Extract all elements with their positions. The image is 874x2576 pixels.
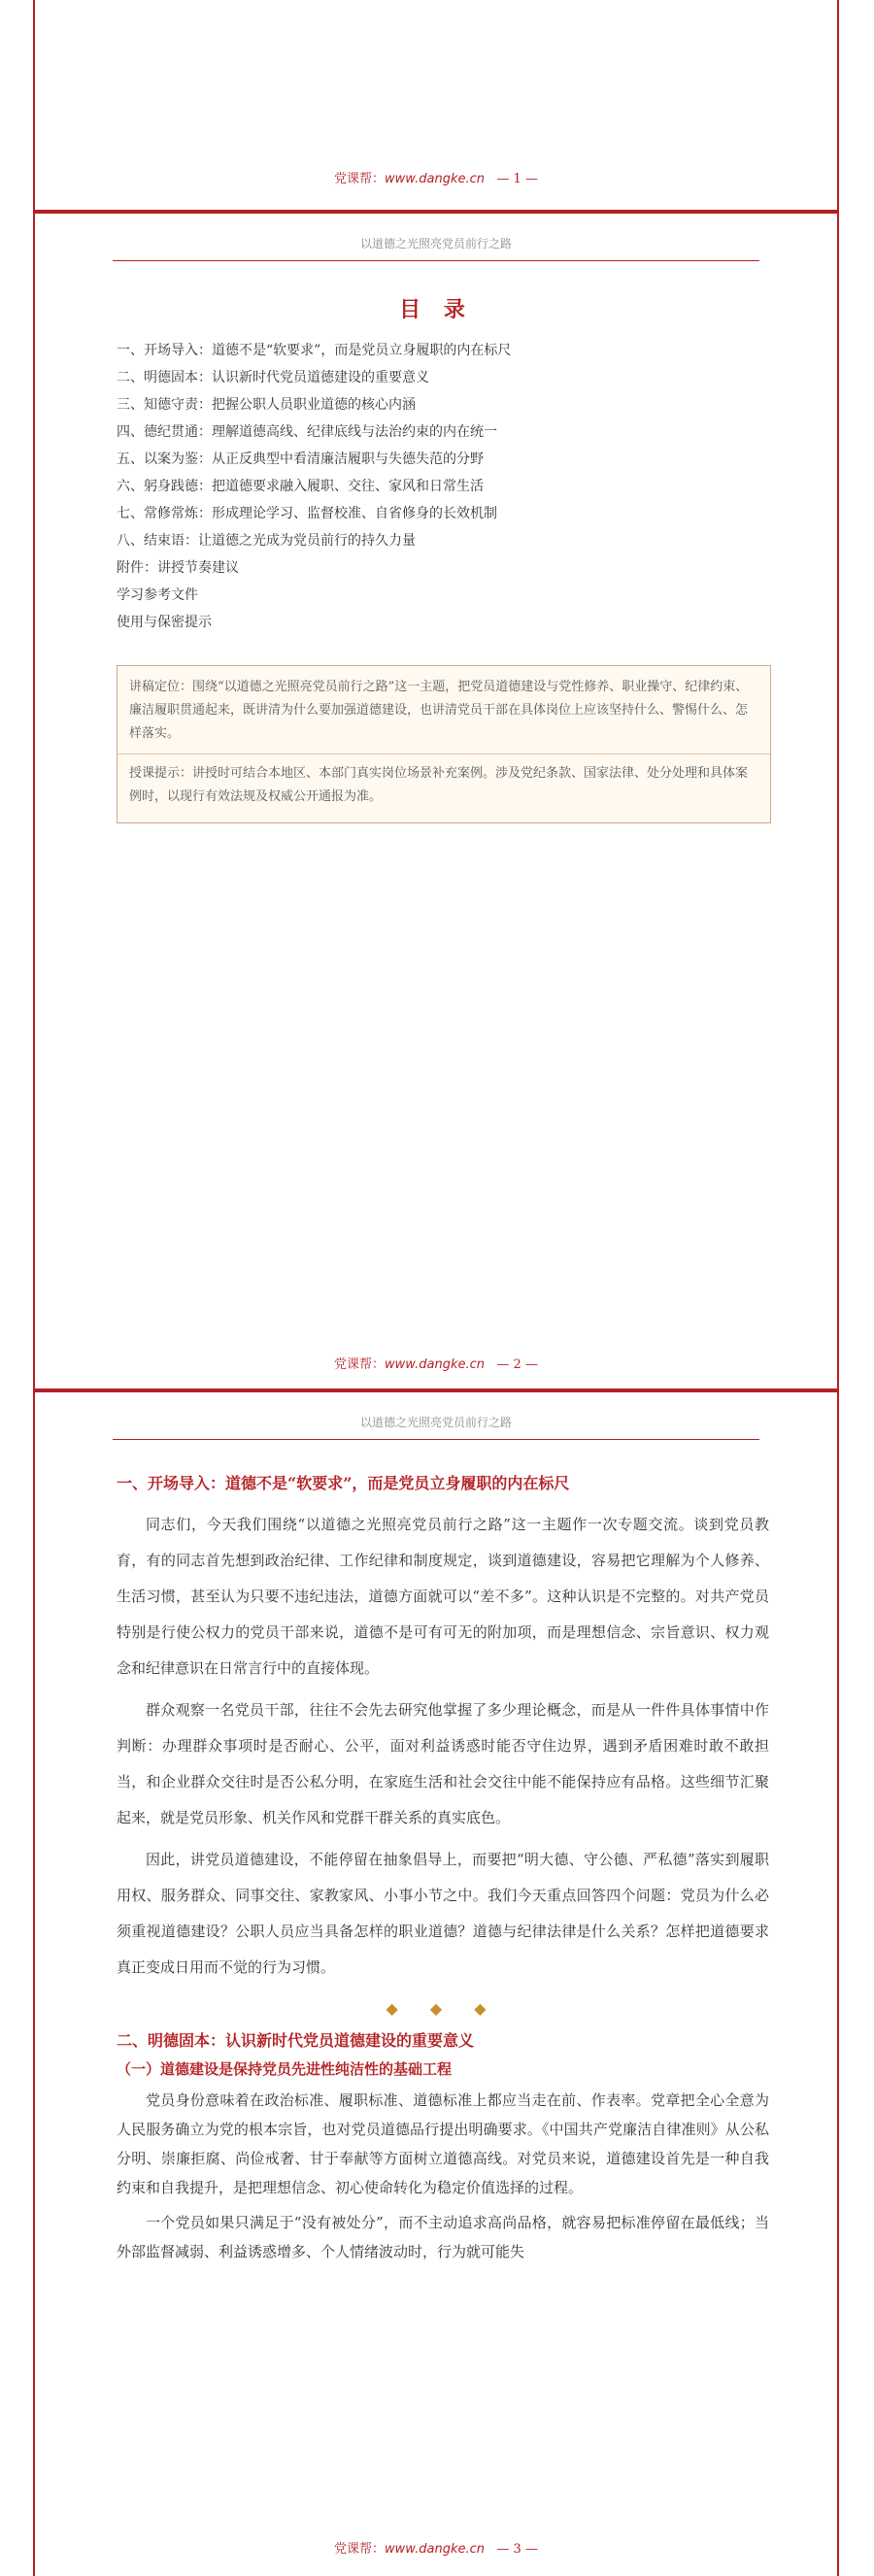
toc-item[interactable]: 三、知德守责：把握公职人员职业道德的核心内涵 — [117, 397, 416, 413]
footer-prefix: 党课帮： — [334, 1357, 386, 1372]
section-heading: 二、明德固本：认识新时代党员道德建设的重要意义 — [117, 2031, 475, 2050]
toc-item[interactable]: 六、躬身践德：把道德要求融入履职、交往、家风和日常生活 — [117, 479, 484, 494]
teaching-tip-note: 授课提示：讲授时可结合本地区、本部门真实岗位场景补充案例。涉及党纪条款、国家法律、处分处理和具体案例时，以现行有效法规及权威公开通报为准。 — [129, 766, 749, 804]
body-paragraph: 党员身份意味着在政治标准、履职标准、道德标准上都应当走在前、作表率。党章把全心全意为人民服务确立为党的根本宗旨，也对党员道德品行提出明确要求。《中国共产党廉洁自律准则》从公私分明、崇廉拒腐、尚俭戒奢、甘于奉献等方面树立道德高线。对党员来说，道德建设首先是一种自我约束和自我提升，是把理想信念、初心使命转化为稳定价值选择的过程。 — [117, 2091, 769, 2196]
toc-item[interactable]: 学习参考文件 — [117, 587, 198, 603]
toc-item[interactable]: 二、明德固本：认识新时代党员道德建设的重要意义 — [117, 370, 429, 385]
subsection-heading: （一）道德建设是保持党员先进性纯洁性的基础工程 — [117, 2060, 453, 2078]
running-header: 以道德之光照亮党员前行之路 — [113, 235, 759, 261]
page-number: — 2 — — [496, 1357, 538, 1372]
page-footer — [35, 2538, 837, 2557]
page-number: — 1 — — [496, 172, 538, 186]
toc-title: 目 录 — [399, 297, 473, 322]
body-paragraph: 群众观察一名党员干部，往往不会先去研究他掌握了多少理论概念，而是从一件件具体事情中作判断：办理群众事项时是否耐心、公平，面对利益诱惑时能否守住边界，遇到矛盾困难时敢不敢担当，和企业群众交往时是否公私分明，在家庭生活和社会交往中能不能保持应有品格。这些细节汇聚起来，就是党员形象、机关作风和党群干群关系的真实底色。 — [117, 1701, 769, 1826]
toc-item[interactable]: 五、以案为鉴：从正反典型中看清廉洁履职与失德失范的分野 — [117, 452, 484, 467]
toc-item[interactable]: 四、德纪贯通：理解道德高线、纪律底线与法治约束的内在统一 — [117, 424, 497, 440]
page-2 — [33, 212, 839, 1390]
section-divider: ◆ ◆ ◆ — [386, 1999, 500, 2018]
body-paragraph: 同志们，今天我们围绕“以道德之光照亮党员前行之路”这一主题作一次专题交流。谈到党员教育，有的同志首先想到政治纪律、工作纪律和制度规定，谈到道德建设，容易把它理解为个人修养、生活习惯，甚至认为只要不违纪违法，道德方面就可以“差不多”。这种认识是不完整的。对共产党员特别是行使公权力的党员干部来说，道德不是可有可无的附加项，而是理想信念、宗旨意识、权力观念和纪律意识在日常言行中的直接体现。 — [117, 1516, 769, 1677]
footer-prefix: 党课帮： — [334, 172, 386, 186]
footer-site-link[interactable]: www.dangke.cn — [385, 172, 485, 186]
footer-site-link[interactable]: www.dangke.cn — [385, 1357, 485, 1372]
toc-item[interactable]: 附件：讲授节奏建议 — [117, 560, 239, 576]
footer-site-link[interactable]: www.dangke.cn — [385, 2542, 485, 2557]
page-footer — [35, 1354, 837, 1372]
toc-item[interactable]: 一、开场导入：道德不是“软要求”，而是党员立身履职的内在标尺 — [117, 343, 512, 358]
footer-prefix: 党课帮： — [334, 2542, 386, 2557]
note-box — [117, 665, 771, 823]
table-of-contents — [117, 337, 511, 636]
running-header: 以道德之光照亮党员前行之路 — [113, 1414, 759, 1440]
toc-item[interactable]: 八、结束语：让道德之光成为党员前行的持久力量 — [117, 533, 416, 549]
page-3 — [33, 1390, 839, 2576]
positioning-note: 讲稿定位：围绕“以道德之光照亮党员前行之路”这一主题，把党员道德建设与党性修养、职业操守、纪律约束、廉洁履职贯通起来，既讲清为什么要加强道德建设，也讲清党员干部在具体岗位上应该坚持什么、警惕什么、怎样落实。 — [118, 666, 770, 754]
body-paragraph: 因此，讲党员道德建设，不能停留在抽象倡导上，而要把“明大德、守公德、严私德”落实到履职用权、服务群众、同事交往、家教家风、小事小节之中。我们今天重点回答四个问题：党员为什么必须重视道德建设？公职人员应当具备怎样的职业道德？道德与纪律法律是什么关系？怎样把道德要求真正变成日用而不觉的行为习惯。 — [117, 1851, 769, 1976]
toc-item[interactable]: 使用与保密提示 — [117, 615, 212, 630]
section-heading: 一、开场导入：道德不是“软要求”，而是党员立身履职的内在标尺 — [117, 1474, 570, 1492]
body-paragraph: 一个党员如果只满足于“没有被处分”，而不主动追求高尚品格，就容易把标准停留在最低线；当外部监督减弱、利益诱惑增多、个人情绪波动时，行为就可能失 — [117, 2214, 769, 2260]
body-content — [117, 1470, 769, 2272]
toc-item[interactable]: 七、常修常炼：形成理论学习、监督校准、自省修身的长效机制 — [117, 506, 497, 521]
page-number: — 3 — — [496, 2542, 538, 2557]
page-1 — [33, 0, 839, 212]
page-footer — [35, 168, 837, 186]
